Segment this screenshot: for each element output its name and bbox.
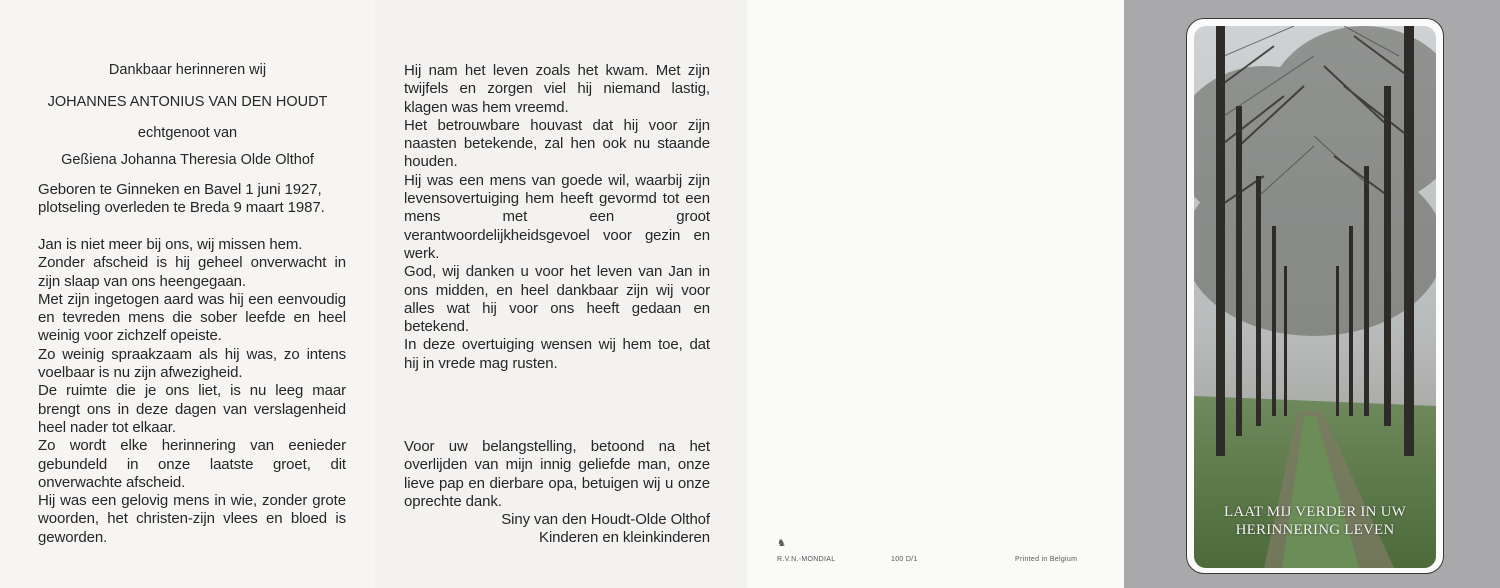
paragraph: In deze overtuiging wensen wij hem toe, dat hij in vrede mag rusten. bbox=[404, 336, 710, 372]
paragraph: Zonder afscheid is hij geheel onverwacht in zijn slaap van ons heengegaan. bbox=[38, 254, 346, 290]
print-code: 100 D/1 bbox=[891, 556, 918, 563]
signature-line: Kinderen en kleinkinderen bbox=[539, 529, 710, 547]
left-text-panel bbox=[0, 0, 375, 588]
intro-line: Dankbaar herinneren wij bbox=[108, 62, 267, 78]
spouse-label: echtgenoot van bbox=[137, 125, 238, 141]
back-panel bbox=[747, 0, 1124, 588]
deceased-name: JOHANNES ANTONIUS VAN DEN HOUDT bbox=[47, 94, 328, 110]
caption-line: LAAT MIJ VERDER IN UW bbox=[1224, 504, 1406, 520]
paragraph: Hij was een mens van goede wil, waarbij zijn levensovertuiging hem heeft gevormd tot een mens met een groot verantwoordelijkheidsgevoel voor gezin en werk. bbox=[404, 171, 710, 262]
died-line: plotseling overleden te Breda 9 maart 1987. bbox=[38, 199, 325, 217]
paragraph: Jan is niet meer bij ons, wij missen hem. bbox=[38, 236, 303, 253]
middle-text-panel bbox=[375, 0, 747, 588]
memorial-text-2 bbox=[404, 62, 710, 373]
spouse-name: Geßiena Johanna Theresia Olde Olthof bbox=[61, 152, 314, 168]
printed-in: Printed in Belgium bbox=[1015, 556, 1078, 563]
forest-path-photo bbox=[1194, 26, 1436, 568]
born-line: Geboren te Ginneken en Bavel 1 juni 1927, bbox=[38, 181, 322, 198]
signature-line: Siny van den Houdt-Olde Olthof bbox=[501, 511, 710, 529]
born-died-block bbox=[38, 181, 346, 218]
paragraph: Het betrouwbare houvast dat hij voor zijn naasten betekende, zal hen ook nu staande houden. bbox=[404, 116, 710, 171]
paragraph: Zo wordt elke herinnering van eenieder gebundeld in onze laatste groet, dit onverwachte afscheid. bbox=[38, 437, 346, 491]
paragraph: Zo weinig spraakzaam als hij was, zo intens voelbaar is nu zijn afwezigheid. bbox=[38, 345, 346, 382]
publisher-logo-icon: ♞ bbox=[777, 538, 787, 549]
memorial-text-1 bbox=[38, 236, 346, 547]
paragraph: Hij nam het leven zoals het kwam. Met zijn twijfels en zorgen viel hij niemand lastig, klagen was hem vreemd. bbox=[404, 62, 710, 116]
paragraph: Hij was een gelovig mens in wie, zonder grote woorden, het christen-zijn vlees en bloed is geworden. bbox=[38, 492, 346, 546]
caption-line: HERINNERING LEVEN bbox=[1235, 522, 1395, 538]
paragraph: God, wij danken u voor het leven van Jan in ons midden, en heel dankbaar zijn wij voor alles wat hij voor ons heeft gedaan en betekend. bbox=[404, 263, 710, 336]
thanks-text: Voor uw belangstelling, betoond na het overlijden van mijn innig geliefde man, onze lieve pap en dierbare opa, betuigen wij u onze oprechte dank. bbox=[404, 438, 710, 510]
publisher-text: R.V.N.-MONDIAL bbox=[777, 556, 836, 563]
cover-caption bbox=[1194, 503, 1436, 539]
paragraph: De ruimte die je ons liet, is nu leeg maar brengt ons in deze dagen van verslagenheid heel nader tot elkaar. bbox=[38, 382, 346, 436]
thanks-block bbox=[404, 438, 710, 548]
paragraph: Met zijn ingetogen aard was hij een eenvoudig en tevreden mens die sober leefde en heel weinig voor zichzelf opeiste. bbox=[38, 290, 346, 345]
